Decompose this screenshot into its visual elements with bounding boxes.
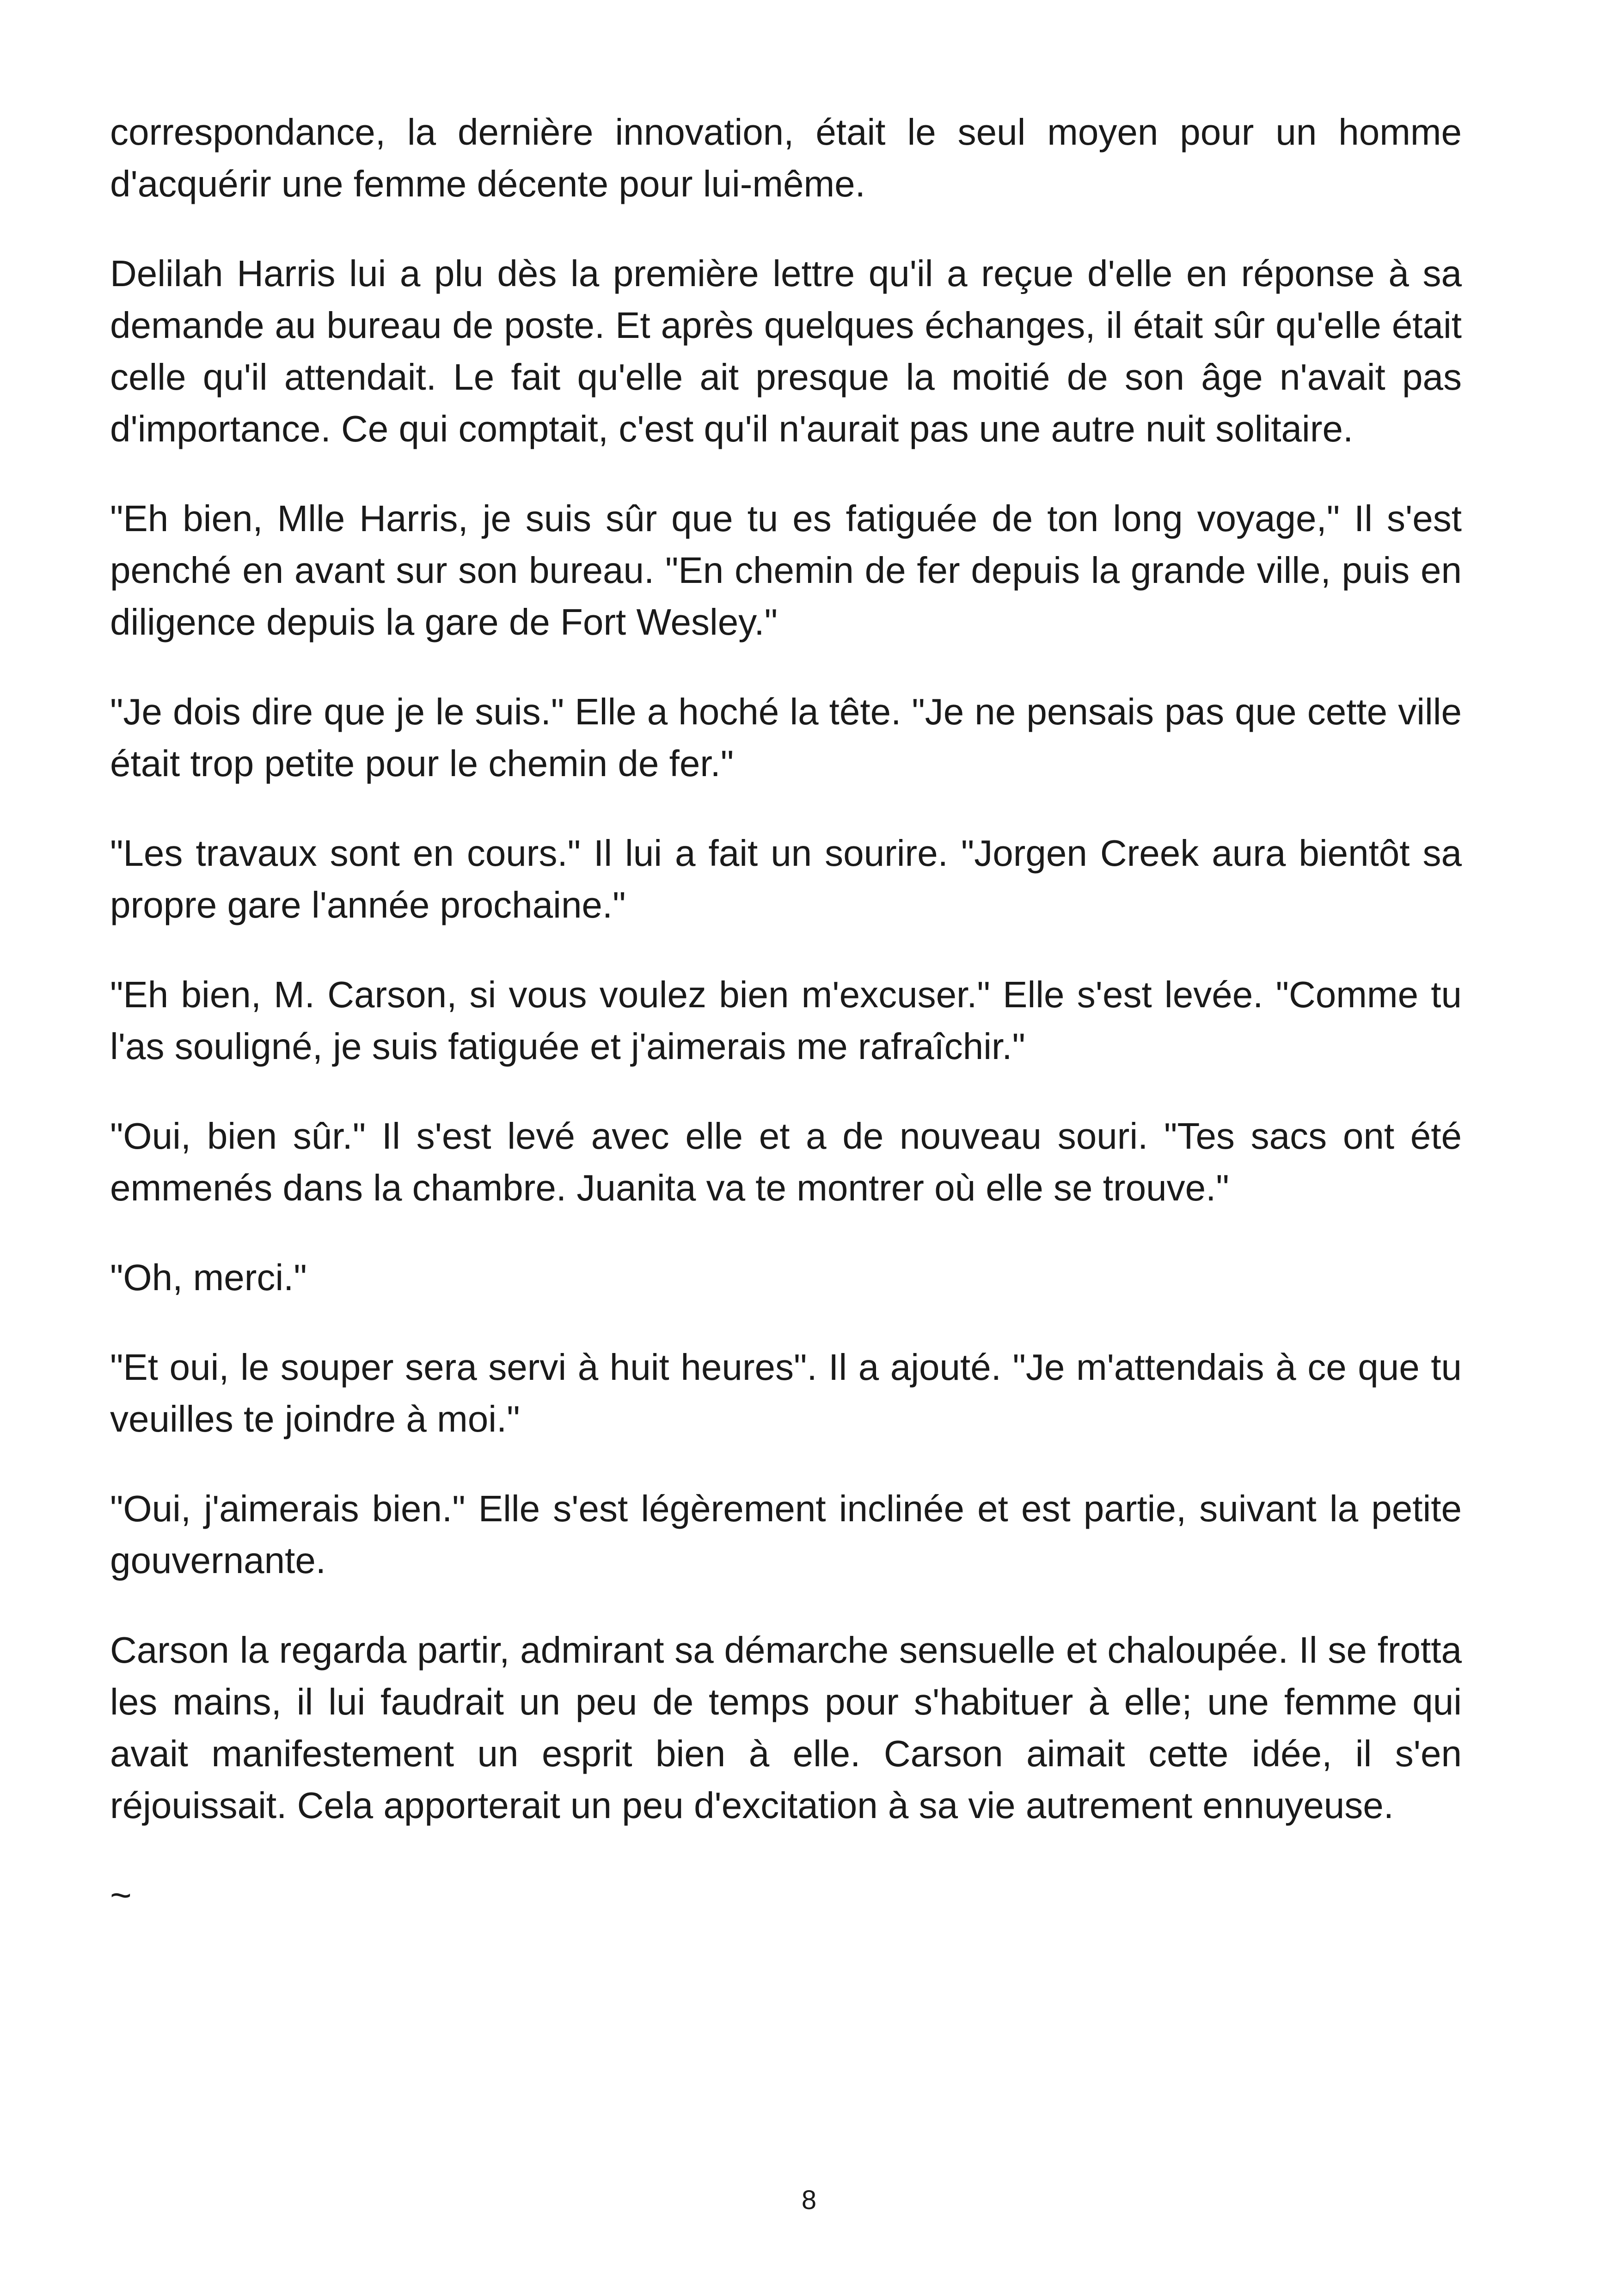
paragraph-7: "Oui, bien sûr." Il s'est levé avec elle et a de nouveau souri. "Tes sacs ont été emmenés dans la chambre. Juanita va te montrer où elle se trouve.": [110, 1115, 1462, 1208]
paragraph-4: "Je dois dire que je le suis." Elle a hoché la tête. "Je ne pensais pas que cette ville était trop petite pour le chemin de fer.": [110, 691, 1462, 784]
page-number: 8: [801, 2185, 817, 2215]
paragraph-9: "Et oui, le souper sera servi à huit heures". Il a ajouté. "Je m'attendais à ce que tu veuilles te joindre à moi.": [110, 1347, 1462, 1439]
scene-break: ~: [110, 1874, 132, 1916]
paragraph-1: correspondance, la dernière innovation, était le seul moyen pour un homme d'acquérir une femme décente pour lui-même.: [110, 111, 1462, 204]
paragraph-10: "Oui, j'aimerais bien." Elle s'est légèrement inclinée et est partie, suivant la petite gouvernante.: [110, 1488, 1462, 1581]
body-text: [110, 106, 1462, 1921]
paragraph-8: "Oh, merci.": [110, 1257, 307, 1298]
paragraph-6: "Eh bien, M. Carson, si vous voulez bien m'excuser." Elle s'est levée. "Comme tu l'as souligné, je suis fatiguée et j'aimerais me rafraîchir.": [110, 974, 1462, 1067]
paragraph-11: Carson la regarda partir, admirant sa démarche sensuelle et chaloupée. Il se frotta les mains, il lui faudrait un peu de temps pour s'habituer à elle; une femme qui avait manifestement un esprit bien à elle. Carson aimait cette idée, il s'en réjouissait. Cela apporterait un peu d'excitation à sa vie autrement ennuyeuse.: [110, 1629, 1462, 1826]
paragraph-3: "Eh bien, Mlle Harris, je suis sûr que tu es fatiguée de ton long voyage," Il s'est penché en avant sur son bureau. "En chemin de fer depuis la grande ville, puis en diligence depuis la gare de Fort Wesley.": [110, 498, 1462, 643]
paragraph-2: Delilah Harris lui a plu dès la première lettre qu'il a reçue d'elle en réponse à sa demande au bureau de poste. Et après quelques échanges, il était sûr qu'elle était celle qu'il attendait. Le fait qu'elle ait presque la moitié de son âge n'avait pas d'importance. Ce qui comptait, c'est qu'il n'aurait pas une autre nuit solitaire.: [110, 253, 1462, 449]
paragraph-5: "Les travaux sont en cours." Il lui a fait un sourire. "Jorgen Creek aura bientôt sa propre gare l'année prochaine.": [110, 833, 1462, 925]
